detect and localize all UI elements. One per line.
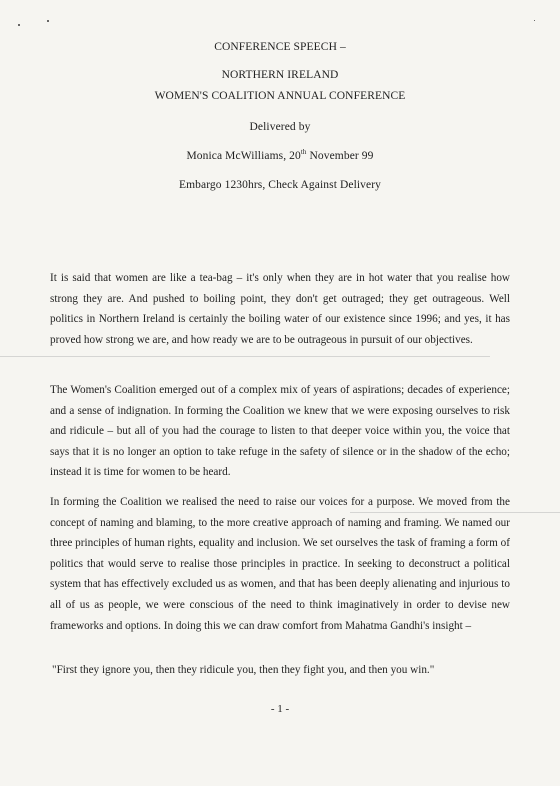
page-number: - 1 -: [270, 703, 290, 715]
organisation-line-1: NORTHERN IRELAND: [221, 69, 339, 81]
speech-title: CONFERENCE SPEECH –: [214, 41, 346, 53]
date-ordinal-suffix: th: [300, 148, 307, 157]
paragraph-2: The Women's Coalition emerged out of a complex mix of years of aspirations; decades of experience; and a sense of indignation. In forming the Coalition we knew that we were exposing ourselves to risk and ridicule – but all of you had the courage to listen to that deeper voice within you, the voice that says that it is no longer an option to take refuge in the safety of silence or in the shadow of the echo; instead it is time for women to be heard.: [50, 384, 510, 479]
paragraph-3: In forming the Coalition we realised the need to raise our voices for a purpose. We moved from the concept of naming and blaming, to the more creative approach of naming and framing. We named our three principles of human rights, equality and inclusion. We set ourselves the task of framing a form of politics that would serve to realise those principles in practice. In seeking to deconstruct a political system that has effectively excluded us as women, and that has been deeply alienating and injurious to all of us as people, we were conscious of the need to think imaginatively in order to devise new frameworks and options. In doing this we can draw comfort from Mahatma Gandhi's insight –: [50, 496, 510, 632]
speaker-date-month-year: November 99: [306, 150, 374, 162]
scan-streak: [0, 356, 490, 357]
delivered-by: Delivered by: [249, 121, 311, 133]
organisation-line-2: WOMEN'S COALITION ANNUAL CONFERENCE: [154, 90, 406, 102]
speaker-and-date: [0, 150, 560, 162]
speaker-date-text: Monica McWilliams, 20: [186, 150, 301, 162]
scan-speck: [47, 20, 49, 22]
scan-speck: [534, 20, 535, 21]
scan-speck: [18, 24, 20, 26]
gandhi-quote: "First they ignore you, then they ridicule you, then they fight you, and then you win.": [52, 664, 435, 676]
paragraph-1: It is said that women are like a tea-bag – it's only when they are in hot water that you realise how strong they are. And pushed to boiling point, they don't get outraged; they get outrageous. Well politics in Northern Ireland is certainly the boiling water of our existence since 1996; and yes, it has proved how strong we are, and how ready we are to be outrageous in pursuit of our objectives.: [50, 272, 510, 346]
embargo-notice: Embargo 1230hrs, Check Against Delivery: [178, 179, 382, 191]
